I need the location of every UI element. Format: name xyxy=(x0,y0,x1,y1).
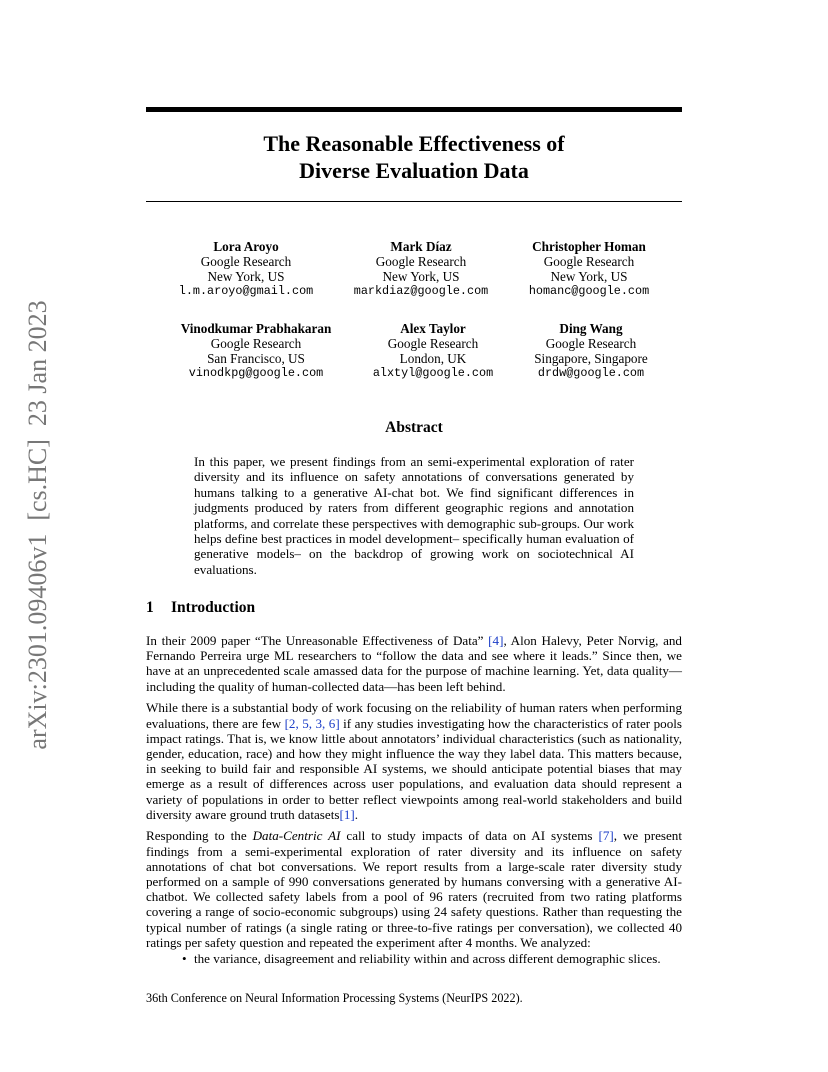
author-affiliation: Google Research xyxy=(200,254,292,269)
author-name: Vinodkumar Prabhakaran xyxy=(180,321,332,336)
author-block xyxy=(529,239,649,299)
section-body xyxy=(146,633,682,957)
author-location: London, UK xyxy=(399,351,467,366)
text-run: if any studies investigating how the characteristics of rater pools impact ratings. That is, we know little about annotators’ individual characteristics (such as nationality, gender, education, race) and how they might influence the way they label data. This matters because, in seeking to build fair and responsible AI systems, we should anticipate potential biases that may emerge as a result of differences across user populations, and evaluation data should represent a variety of populations in order to better reflect viewpoints among real-world stakeholders and build diversity aware ground truth datasets xyxy=(146,715,682,822)
author-affiliation: Google Research xyxy=(543,254,635,269)
abstract-body: In this paper, we present findings from an semi-experimental exploration of rater diversity and its influence on safety annotations of conversations generated by humans talking to a generative AI-chat bot. We find significant differences in judgments produced by raters from different geographic regions and annotation platforms, and correlate these perspectives with demographic sub-groups. Our work helps define best practices in model development– specifically human evaluation of generative models– on the backdrop of growing work on sociotechnical AI evaluations. xyxy=(194,454,634,577)
bullet-item xyxy=(182,951,661,967)
bullet-icon: • xyxy=(182,951,187,966)
author-location: San Francisco, US xyxy=(207,351,305,366)
title-line-2: Diverse Evaluation Data xyxy=(299,158,529,183)
citation-link[interactable]: [2, 5, 3, 6] xyxy=(284,715,340,731)
author-affiliation: Google Research xyxy=(545,336,637,351)
author-location: New York, US xyxy=(382,269,460,284)
emphasis-text: Data-Centric AI xyxy=(252,828,341,844)
author-name: Lora Aroyo xyxy=(213,239,279,254)
author-email[interactable]: vinodkpg@google.com xyxy=(188,366,324,380)
author-name: Ding Wang xyxy=(559,321,623,336)
paragraph xyxy=(146,700,682,822)
author-email[interactable]: l.m.aroyo@gmail.com xyxy=(178,284,314,298)
citation-link[interactable]: [7] xyxy=(598,828,614,844)
citation-link[interactable]: [4] xyxy=(488,633,504,648)
author-block xyxy=(534,321,648,381)
title-top-rule xyxy=(146,107,682,112)
author-affiliation: Google Research xyxy=(375,254,467,269)
section-heading xyxy=(146,599,255,617)
section-number: 1 xyxy=(146,599,154,616)
text-run: call to study impacts of data on AI systems xyxy=(340,828,599,844)
paper-title xyxy=(146,130,682,184)
author-email[interactable]: drdw@google.com xyxy=(537,366,645,380)
text-run: , Alon Halevy, Peter Norvig, and Fernando Perreira urge ML researchers to “follow the data and see where it leads.” Since then, we have at an unprecedented scale amassed data for the purpose of machine learning. Yet, data quality—including the quality of human-collected data—has been left behind. xyxy=(146,633,682,694)
title-bottom-rule xyxy=(146,201,682,202)
citation-link[interactable]: [1] xyxy=(339,806,355,822)
author-location: New York, US xyxy=(207,269,285,284)
conference-footnote: 36th Conference on Neural Information Processing Systems (NeurIPS 2022). xyxy=(146,991,523,1005)
text-run: In their 2009 paper “The Unreasonable Effectiveness of Data” xyxy=(146,633,489,648)
bullet-text: the variance, disagreement and reliability within and across different demographic slices. xyxy=(194,951,661,966)
author-email[interactable]: alxtyl@google.com xyxy=(372,366,494,380)
author-block xyxy=(373,321,493,381)
text-run: While there is a substantial body of work focusing on the reliability of human raters when performing evaluations, there are few xyxy=(146,700,682,731)
arxiv-identifier-sidebar xyxy=(20,290,56,760)
author-location: Singapore, Singapore xyxy=(534,351,648,366)
title-line-1: The Reasonable Effectiveness of xyxy=(263,131,565,156)
author-name: Mark Díaz xyxy=(390,239,452,254)
arxiv-identifier-text: arXiv:2301.09406v1 [cs.HC] 23 Jan 2023 xyxy=(23,300,52,750)
author-name: Christopher Homan xyxy=(532,239,646,254)
text-run: Responding to the xyxy=(146,828,253,844)
abstract-heading: Abstract xyxy=(385,419,443,436)
author-block xyxy=(181,321,332,381)
author-affiliation: Google Research xyxy=(387,336,479,351)
author-email[interactable]: markdiaz@google.com xyxy=(353,284,489,298)
paragraph xyxy=(146,828,682,950)
section-title: Introduction xyxy=(171,599,256,616)
author-block xyxy=(179,239,314,299)
author-affiliation: Google Research xyxy=(210,336,302,351)
author-block xyxy=(354,239,489,299)
paragraph xyxy=(146,633,682,694)
author-name: Alex Taylor xyxy=(400,321,466,336)
text-run: , we present findings from a semi-experimental exploration of rater diversity and its influence on safety annotations of chat bot conversations. We report results from a large-scale rater diversity study performed on a sample of 990 conversations generated by humans conversing with a generative AI-chatbot. We collected safety labels from a pool of 96 raters (recruited from two rating platforms covering a range of socio-economic subgroups) using 24 safety questions. Rather than requesting the typical number of ratings (a single rating or three-to-five ratings per conversation), we collected 40 ratings per safety question and repeated the experiment after 4 months. We analyzed: xyxy=(146,828,682,950)
text-run: . xyxy=(354,806,359,822)
author-location: New York, US xyxy=(550,269,628,284)
author-email[interactable]: homanc@google.com xyxy=(528,284,650,298)
